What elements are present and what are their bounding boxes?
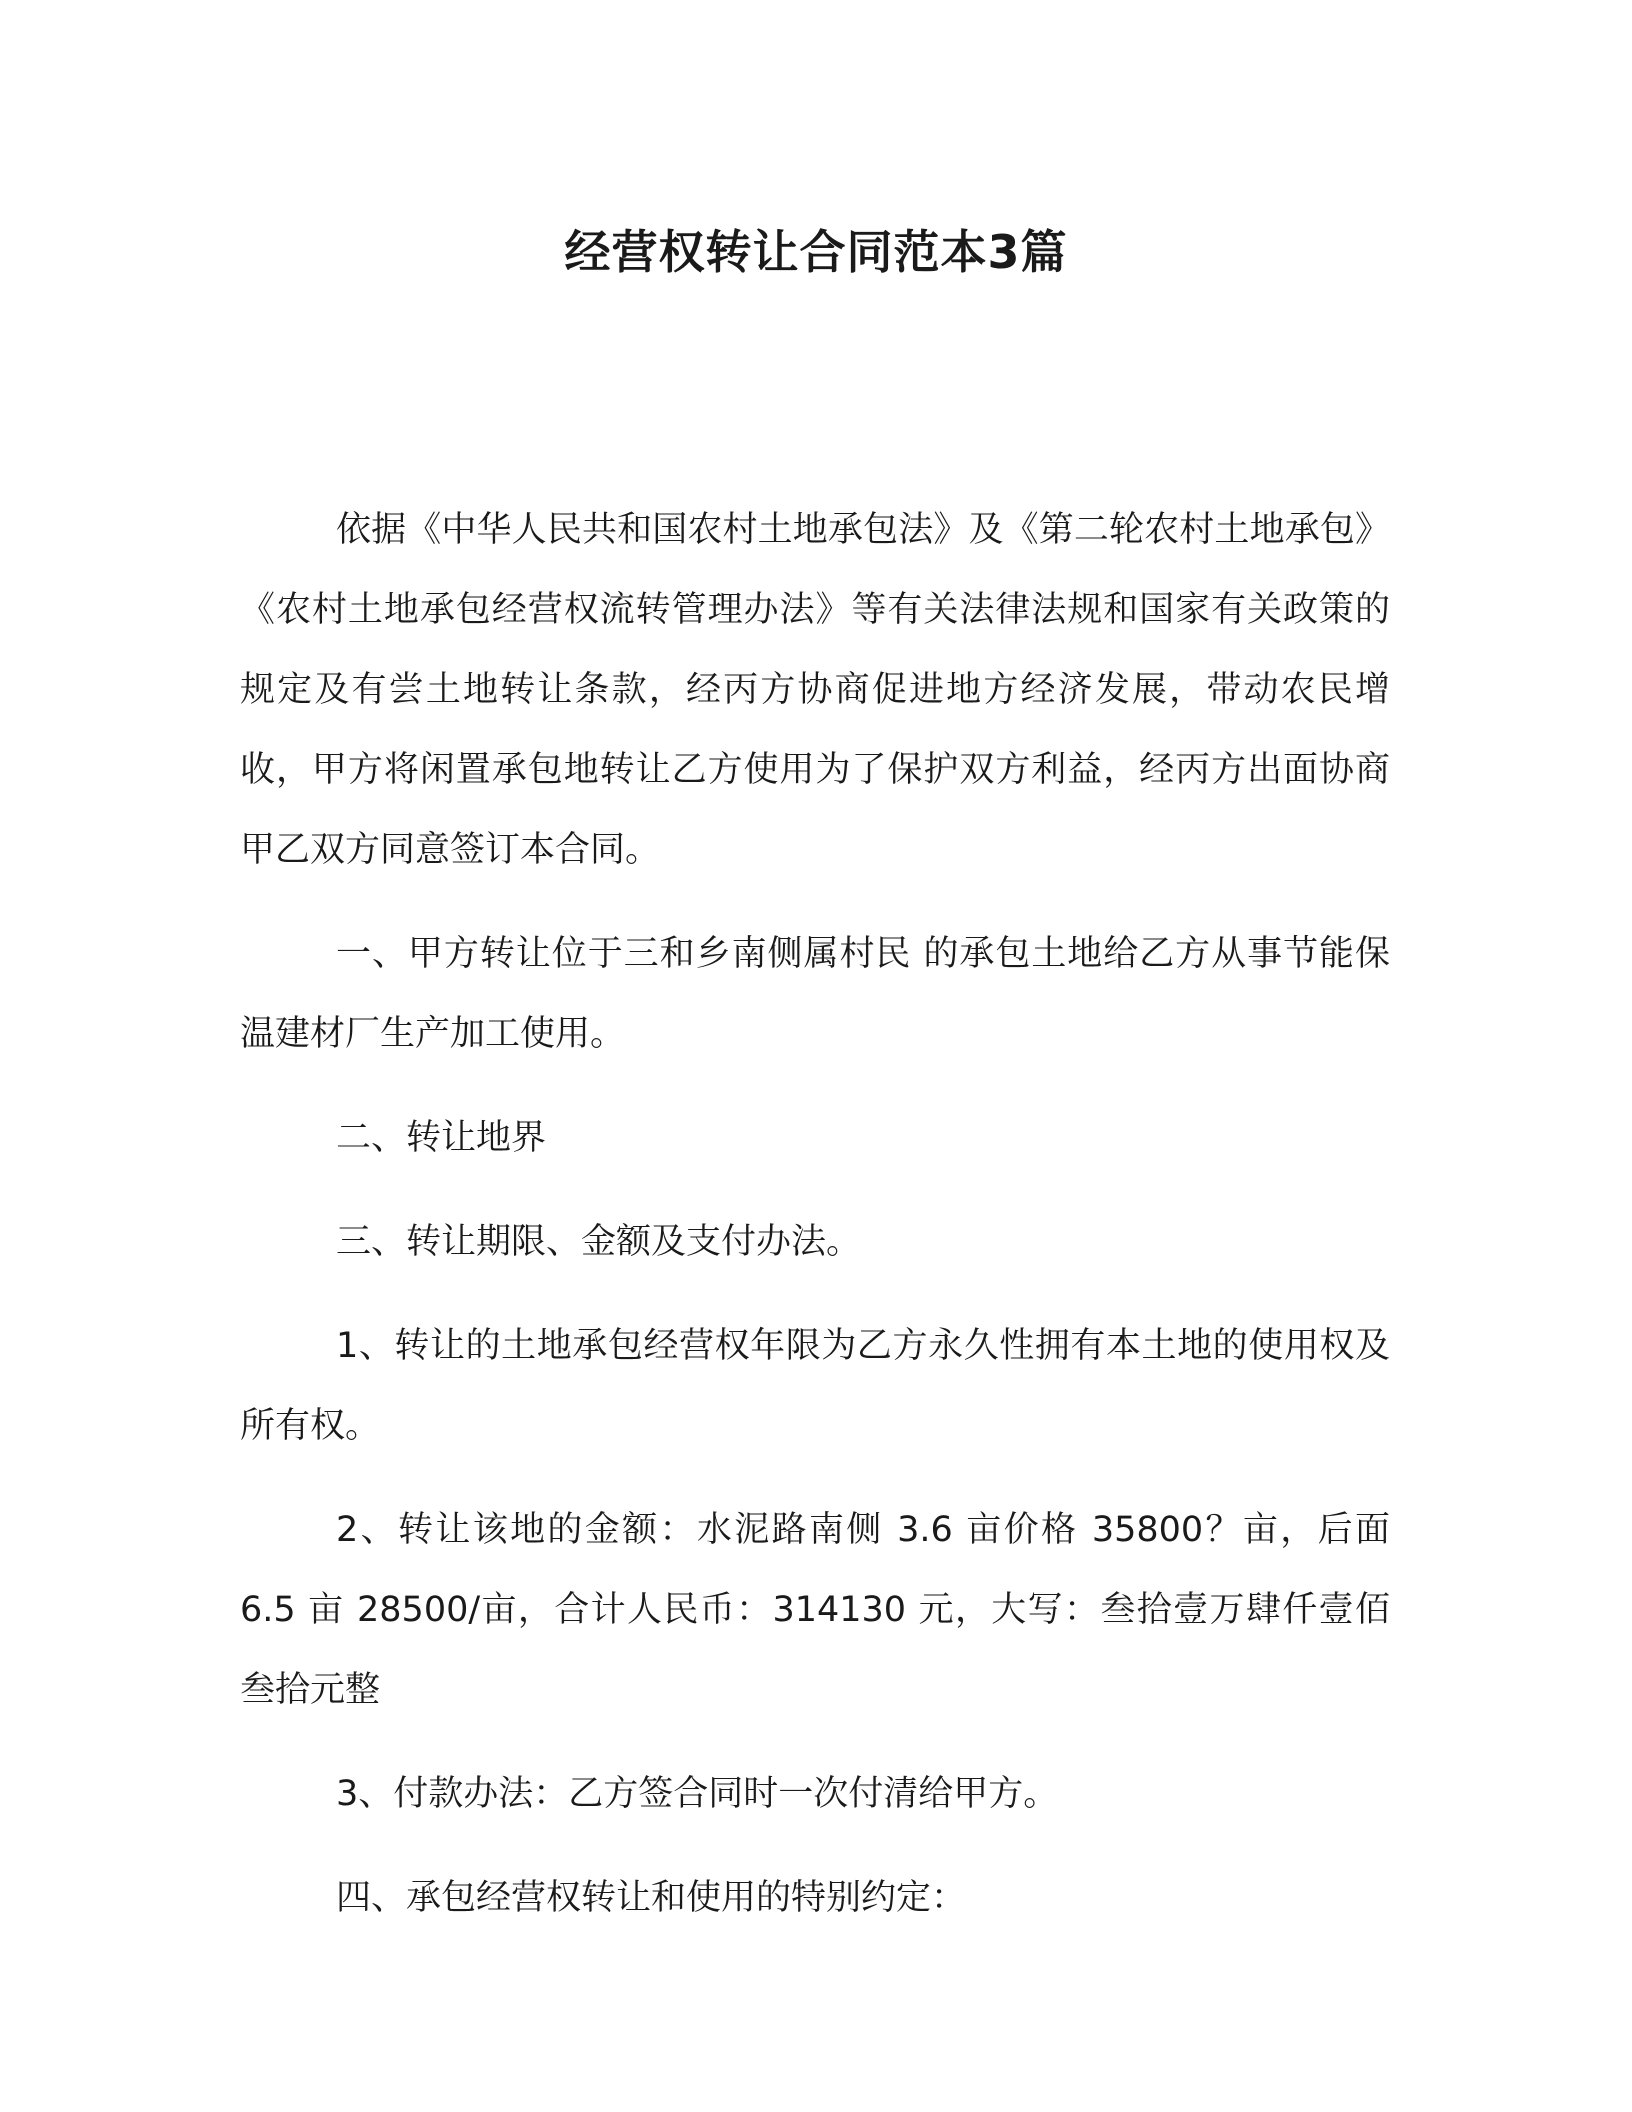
paragraph-item-2: 2、转让该地的金额：水泥路南侧 3.6 亩价格 35800？亩，后面 6.5 亩 28500/亩，合计人民币：314130 元，大写：叁拾壹万肆仟壹佰叁拾元整 bbox=[240, 1510, 1390, 1710]
paragraph-clause-3: 三、转让期限、金额及支付办法。 bbox=[336, 1222, 862, 1262]
paragraph-preamble: 依据《中华人民共和国农村土地承包法》及《第二轮农村土地承包》《农村土地承包经营权流转管理办法》等有关法律法规和国家有关政策的规定及有尝土地转让条款，经丙方协商促进地方经济发展，带动农民增收，甲方将闲置承包地转让乙方使用为了保护双方利益，经丙方出面协商甲乙双方同意签订本合同。 bbox=[240, 510, 1390, 870]
paragraph-clause-4: 四、承包经营权转让和使用的特别约定： bbox=[336, 1878, 967, 1918]
document-title: 经营权转让合同范本3篇 bbox=[564, 225, 1068, 279]
paragraph-item-3: 3、付款办法：乙方签合同时一次付清给甲方。 bbox=[336, 1774, 1059, 1814]
paragraph-item-1: 1、转让的土地承包经营权年限为乙方永久性拥有本土地的使用权及所有权。 bbox=[240, 1326, 1390, 1446]
document-body bbox=[240, 490, 1390, 1938]
paragraph-clause-2: 二、转让地界 bbox=[336, 1118, 547, 1158]
paragraph-clause-1: 一、甲方转让位于三和乡南侧属村民 的承包土地给乙方从事节能保温建材厂生产加工使用。 bbox=[240, 934, 1390, 1054]
